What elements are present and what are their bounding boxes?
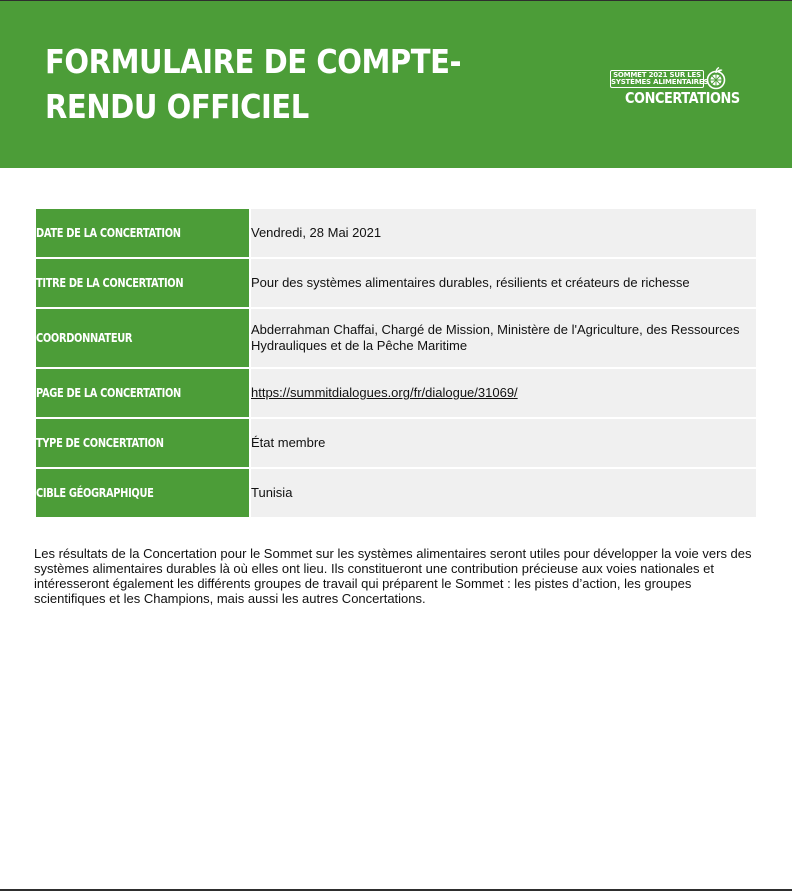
row-label <box>36 209 250 258</box>
summit-logo <box>609 65 739 115</box>
logo-concertations: CONCERTATIONS <box>625 89 740 107</box>
table-row-type <box>36 418 756 468</box>
row-value <box>250 368 756 418</box>
row-label-text: TITRE DE LA CONCERTATION <box>36 276 184 290</box>
row-label-text: TYPE DE CONCERTATION <box>36 436 164 450</box>
intro-paragraph: Les résultats de la Concertation pour le Sommet sur les systèmes alimentaires seront utiles pour développer la voie vers des systèmes alimentaires durables là où elles ont lieu. Ils constitueront une contribution précieuse aux voies nationales et intéresseront également les différents groupes de travail qui préparent le Sommet : les pistes d’action, les groupes scientifiques et les Champions, mais aussi les autres Concertations. <box>34 546 752 606</box>
table-row-date <box>36 209 756 258</box>
logo-line-2: SYSTÈMES ALIMENTAIRES <box>611 78 709 86</box>
row-value: Pour des systèmes alimentaires durables, résilients et créateurs de richesse <box>250 258 756 308</box>
concertation-link[interactable]: https://summitdialogues.org/fr/dialogue/31069/ <box>251 385 518 400</box>
logo-box <box>610 70 709 88</box>
row-label-text: CIBLE GÉOGRAPHIQUE <box>36 486 154 500</box>
table-row-target <box>36 468 756 518</box>
row-label <box>36 308 250 368</box>
row-label-text: DATE DE LA CONCERTATION <box>36 226 181 240</box>
apple-icon <box>704 66 728 90</box>
page-title: FORMULAIRE DE COMPTE-RENDU OFFICIEL <box>45 42 462 126</box>
row-label <box>36 258 250 308</box>
row-value: État membre <box>250 418 756 468</box>
logo-line-1: SOMMET 2021 SUR LES <box>613 71 701 79</box>
row-value: Abderrahman Chaffai, Chargé de Mission, Ministère de l'Agriculture, des Ressources Hydrauliques et de la Pêche Maritime <box>250 308 756 368</box>
row-value: Tunisia <box>250 468 756 518</box>
table-row-page <box>36 368 756 418</box>
table-row-coordinator <box>36 308 756 368</box>
row-label <box>36 368 250 418</box>
row-label <box>36 468 250 518</box>
header-banner <box>0 1 792 168</box>
row-label <box>36 418 250 468</box>
table-row-title <box>36 258 756 308</box>
row-label-text: COORDONNATEUR <box>36 331 133 345</box>
row-value: Vendredi, 28 Mai 2021 <box>250 209 756 258</box>
row-label-text: PAGE DE LA CONCERTATION <box>36 386 181 400</box>
info-table <box>36 209 756 519</box>
